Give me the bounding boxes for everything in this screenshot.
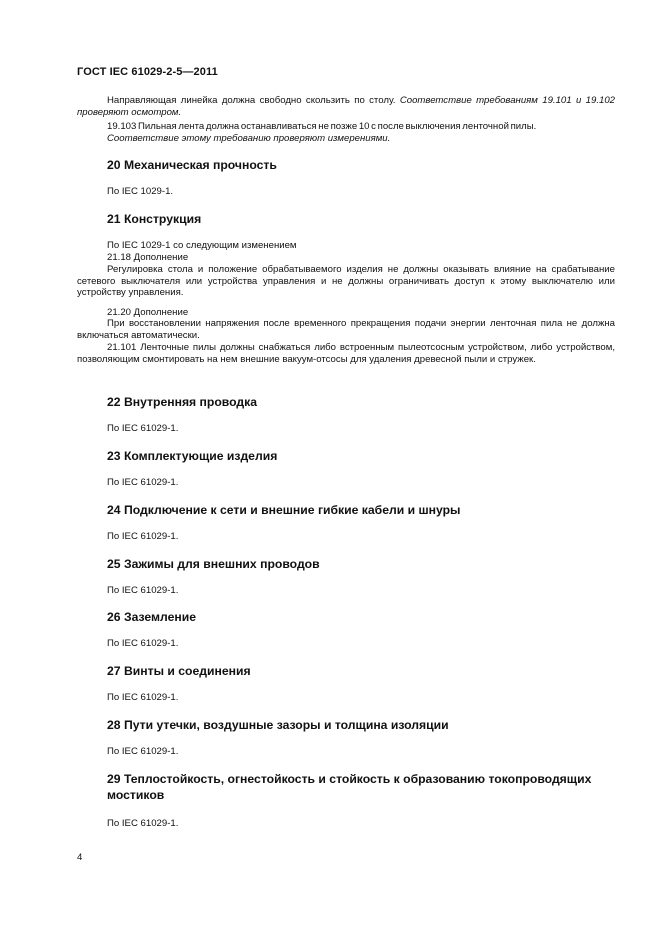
section-26-heading: 26 Заземление	[107, 610, 197, 624]
section-24-reference: По IEC 61029-1.	[107, 531, 179, 542]
section-20-heading: 20 Механическая прочность	[107, 158, 277, 172]
intro-compliance-measurement: Соответствие этому требованию проверяют измерениями.	[107, 133, 391, 144]
intro-compliance-text: Соответствие требованиям 19.101 и 19.102 проверяют осмотром.	[77, 95, 615, 118]
section-25-reference: По IEC 61029-1.	[107, 585, 179, 596]
intro-paragraph-19-103: 19.103 Пильная лента должна останавливаться не позже 10 с после выключения ленточной пилы.	[107, 121, 537, 132]
section-21-101-text: 21.101 Ленточные пилы должны снабжаться либо встроенным пылеотсосным устройством, либо устройством, позволяющим смонтировать на нем внешние вакуум-отсосы для удаления древесной пыли и стружек.	[77, 342, 615, 365]
section-25-heading: 25 Зажимы для внешних проводов	[107, 557, 320, 571]
section-26-reference: По IEC 61029-1.	[107, 638, 179, 649]
section-27-heading: 27 Винты и соединения	[107, 664, 251, 678]
section-21-18-label: 21.18 Дополнение	[107, 252, 189, 263]
section-22-reference: По IEC 61029-1.	[107, 423, 179, 434]
section-28-reference: По IEC 61029-1.	[107, 746, 179, 757]
section-21-heading: 21 Конструкция	[107, 212, 202, 226]
section-28-heading: 28 Пути утечки, воздушные зазоры и толщина изоляции	[107, 718, 449, 732]
section-21-20-label: 21.20 Дополнение	[107, 307, 189, 318]
section-23-heading: 23 Комплектующие изделия	[107, 449, 278, 463]
intro-text: Направляющая линейка должна свободно скользить по столу.	[107, 95, 400, 106]
section-22-heading: 22 Внутренняя проводка	[107, 395, 258, 409]
document-header: ГОСТ IEC 61029-2-5—2011	[77, 66, 218, 78]
section-24-heading: 24 Подключение к сети и внешние гибкие кабели и шнуры	[107, 503, 461, 517]
page-number: 4	[77, 852, 83, 863]
section-29-heading: 29 Теплостойкость, огнестойкость и стойкость к образованию токопроводящих мостиков	[107, 772, 592, 802]
section-23-reference: По IEC 61029-1.	[107, 477, 179, 488]
section-21-line-1: По IEC 1029-1 со следующим изменением	[107, 240, 297, 251]
section-21-20-text: При восстановлении напряжения после временного прекращения подачи энергии ленточная пила не должна включаться автоматически.	[77, 318, 615, 341]
section-21-18-text: Регулировка стола и положение обрабатываемого изделия не должны оказывать влияние на срабатывание сетевого выключателя или устройства управления и не должны ограничивать доступ к этому выключателю или устройству управления.	[77, 264, 615, 299]
section-27-reference: По IEC 61029-1.	[107, 692, 179, 703]
intro-paragraph-1	[77, 95, 615, 118]
section-29-reference: По IEC 61029-1.	[107, 818, 179, 829]
section-20-reference: По IEC 1029-1.	[107, 186, 174, 197]
